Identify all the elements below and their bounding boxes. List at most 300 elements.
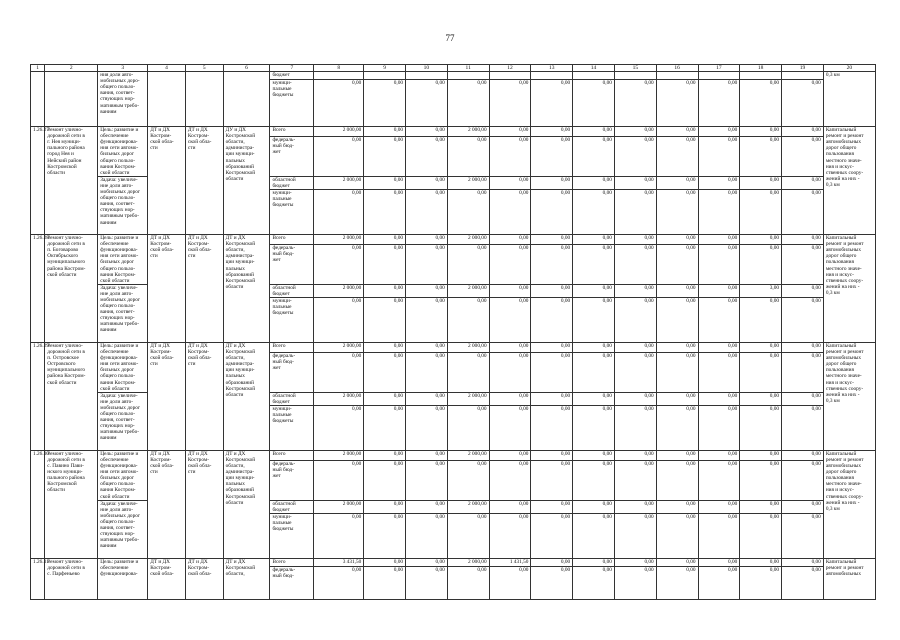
amount-cell: 0,00 <box>698 284 740 297</box>
amount-cell: 0,00 <box>656 460 698 500</box>
amount-cell: 0,00 <box>656 284 698 297</box>
amount-cell: 0,00 <box>406 558 448 566</box>
amount-cell: 0,00 <box>573 450 615 460</box>
funding-source-cell: муници- пальные бюджеты <box>270 297 314 342</box>
result-cell: Капитальный ремонт и ремонт автомобильных дорог общего пользования местного значе- ния и искус- ственных соору- жений на них - 0,3 км <box>823 127 875 235</box>
amount-cell: 0,00 <box>531 136 573 176</box>
name-cell: Ремонт улично- дорожной сети в п. Островское Островского муниципального района Костром- ской области <box>45 342 98 450</box>
result-cell: Капитальный ремонт и ремонт автомобильных <box>823 558 875 599</box>
participant-cell: ДТ и ДХ Костромской области, администра- ции муници- пальных образований Костромской области <box>223 235 270 343</box>
amount-cell: 0,00 <box>656 190 698 235</box>
amount-cell: 0,00 <box>364 342 406 352</box>
amount-cell: 0,00 <box>656 513 698 558</box>
amount-cell: 0,00 <box>573 342 615 352</box>
coexecutor-cell: ДТ и ДХ Костром- ской обла- сти <box>185 235 223 343</box>
amount-cell: 0,00 <box>740 297 782 342</box>
amount-cell: 0,00 <box>698 127 740 137</box>
amount-cell: 0,00 <box>782 190 824 235</box>
amount-cell: 0,00 <box>406 405 448 450</box>
amount-cell: 0,00 <box>489 405 531 450</box>
amount-cell: 0,00 <box>489 500 531 513</box>
amount-cell: 0,00 <box>447 460 489 500</box>
amount-cell: 0,00 <box>656 80 698 127</box>
column-number-cell: 4 <box>148 65 186 72</box>
amount-cell: 0,00 <box>698 244 740 284</box>
amount-cell: 0,00 <box>782 80 824 127</box>
amount-cell: 0,00 <box>740 513 782 558</box>
amount-cell: 0,00 <box>489 284 531 297</box>
amount-cell: 0,00 <box>364 460 406 500</box>
funding-source-cell: муници- пальные бюджеты <box>270 80 314 127</box>
funding-source-cell: Всего <box>270 450 314 460</box>
name-cell: Ремонт улично- дорожной сети в с. Парфеньево <box>45 558 98 599</box>
amount-cell: 0,00 <box>782 405 824 450</box>
column-number-cell: 7 <box>270 65 314 72</box>
amount-cell: 0,00 <box>406 342 448 352</box>
amount-cell <box>447 72 489 80</box>
amount-cell: 0,00 <box>614 392 656 405</box>
code-cell: 1.26.27. <box>31 127 45 235</box>
coexecutor-cell: ДТ и ДХ Костром- ской обла- сти <box>185 450 223 558</box>
code-cell: 1.26.28. <box>31 235 45 343</box>
page-number: 77 <box>445 33 455 43</box>
amount-cell: 0,00 <box>782 284 824 297</box>
amount-cell: 2 000,00 <box>314 176 364 189</box>
funding-source-cell: федераль- ный бюд- <box>270 566 314 599</box>
amount-cell: 0,00 <box>656 450 698 460</box>
amount-cell: 0,00 <box>573 190 615 235</box>
amount-cell: 0,00 <box>573 405 615 450</box>
task-cell: Задача: увеличе- ние доли авто- мобильных дорог общего пользо- вания, соответ- ствующих нор- мативным требо- ваниям <box>98 176 148 234</box>
amount-cell: 0,00 <box>531 127 573 137</box>
responsible-cell: ДТ и ДХ Костром- ской обла- сти <box>148 450 186 558</box>
amount-cell: 0,00 <box>314 513 364 558</box>
amount-cell: 0,00 <box>740 342 782 352</box>
amount-cell: 0,00 <box>447 352 489 392</box>
amount-cell: 0,00 <box>698 297 740 342</box>
column-number-cell: 1 <box>31 65 45 72</box>
amount-cell: 0,00 <box>782 450 824 460</box>
amount-cell: 0,00 <box>406 297 448 342</box>
amount-cell: 0,00 <box>573 500 615 513</box>
amount-cell: 0,00 <box>489 450 531 460</box>
amount-cell: 0,00 <box>740 500 782 513</box>
amount-cell: 0,00 <box>364 136 406 176</box>
amount-cell: 0,00 <box>614 405 656 450</box>
amount-cell: 0,00 <box>656 558 698 566</box>
funding-source-cell: федераль- ный бюд- жет <box>270 460 314 500</box>
amount-cell: 0,00 <box>740 450 782 460</box>
amount-cell: 0,00 <box>656 136 698 176</box>
amount-cell: 0,00 <box>740 558 782 566</box>
amount-cell: 0,00 <box>489 190 531 235</box>
amount-cell: 0,00 <box>406 244 448 284</box>
amount-cell <box>740 72 782 80</box>
amount-cell: 0,00 <box>406 127 448 137</box>
amount-cell: 2 000,00 <box>314 500 364 513</box>
goal-cell: Цель: развитие и обеспечение функционирова- ния сети автомо- бильных дорог общего пользо- вания Костром- ской области <box>98 127 148 177</box>
amount-cell: 0,00 <box>614 244 656 284</box>
amount-cell <box>314 72 364 80</box>
amount-cell: 0,00 <box>531 342 573 352</box>
amount-cell: 2 000,00 <box>314 127 364 137</box>
funding-source-cell: муници- пальные бюджеты <box>270 190 314 235</box>
amount-cell: 0,00 <box>656 405 698 450</box>
amount-cell: 0,00 <box>406 190 448 235</box>
amount-cell: 0,00 <box>531 176 573 189</box>
name-cell <box>45 72 98 127</box>
amount-cell: 0,00 <box>614 513 656 558</box>
amount-cell <box>656 72 698 80</box>
amount-cell: 0,00 <box>782 297 824 342</box>
amount-cell: 0,00 <box>656 244 698 284</box>
amount-cell <box>614 72 656 80</box>
amount-cell: 0,00 <box>573 460 615 500</box>
amount-cell: 0,00 <box>364 500 406 513</box>
amount-cell: 0,00 <box>740 136 782 176</box>
amount-cell: 0,00 <box>406 392 448 405</box>
amount-cell: 0,00 <box>740 405 782 450</box>
amount-cell: 0,00 <box>531 566 573 599</box>
amount-cell: 0,00 <box>406 450 448 460</box>
amount-cell: 0,00 <box>573 392 615 405</box>
result-cell: Капитальный ремонт и ремонт автомобильных дорог общего пользования местного значе- ния и искус- ственных соору- жений на них - 0,3 км <box>823 342 875 450</box>
amount-cell: 0,00 <box>364 127 406 137</box>
funding-source-cell: муници- пальные бюджеты <box>270 405 314 450</box>
column-number-cell: 2 <box>45 65 98 72</box>
amount-cell: 0,00 <box>740 190 782 235</box>
funding-source-cell: федераль- ный бюд- жет <box>270 352 314 392</box>
amount-cell: 0,00 <box>406 352 448 392</box>
amount-cell: 0,00 <box>447 244 489 284</box>
coexecutor-cell: ДТ и ДХ Костром- ской обла- сти <box>185 127 223 235</box>
amount-cell: 0,00 <box>364 176 406 189</box>
funding-source-cell: федераль- ный бюд- жет <box>270 136 314 176</box>
amount-cell: 0,00 <box>740 392 782 405</box>
amount-cell: 0,00 <box>406 235 448 245</box>
amount-cell: 0,00 <box>364 284 406 297</box>
amount-cell: 0,00 <box>698 558 740 566</box>
amount-cell: 0,00 <box>364 405 406 450</box>
column-number-cell: 10 <box>406 65 448 72</box>
amount-cell: 2 000,00 <box>314 342 364 352</box>
amount-cell <box>531 72 573 80</box>
amount-cell: 0,00 <box>314 136 364 176</box>
amount-cell: 0,00 <box>489 297 531 342</box>
amount-cell: 0,00 <box>656 342 698 352</box>
amount-cell: 0,00 <box>364 352 406 392</box>
amount-cell: 2 000,00 <box>447 127 489 137</box>
amount-cell: 0,00 <box>447 566 489 599</box>
column-number-cell: 19 <box>782 65 824 72</box>
amount-cell: 0,00 <box>531 460 573 500</box>
coexecutor-cell <box>185 72 223 127</box>
amount-cell: 0,00 <box>314 80 364 127</box>
table-row <box>31 342 876 352</box>
amount-cell: 0,00 <box>531 513 573 558</box>
amount-cell: 0,00 <box>489 235 531 245</box>
amount-cell: 0,00 <box>531 297 573 342</box>
goal-cell: Цель: развитие и обеспечение функционирова- <box>98 558 148 599</box>
column-number-cell: 18 <box>740 65 782 72</box>
amount-cell: 0,00 <box>698 176 740 189</box>
task-cell: Задача: увеличе- ние доли авто- мобильных дорог общего пользо- вания, соответ- ствующих нор- мативным требо- ваниям <box>98 500 148 558</box>
participant-cell: ДУ и ДХ Костромской области, администра- ции муници- пальных образований Костромской области <box>223 127 270 235</box>
amount-cell: 0,00 <box>489 244 531 284</box>
amount-cell: 0,00 <box>614 297 656 342</box>
amount-cell: 0,00 <box>531 392 573 405</box>
amount-cell: 0,00 <box>489 136 531 176</box>
result-cell: 0,3 км <box>823 72 875 127</box>
amount-cell: 1 431,50 <box>489 558 531 566</box>
amount-cell: 3,00 <box>740 284 782 297</box>
funding-source-cell: Всего <box>270 235 314 245</box>
amount-cell: 0,00 <box>782 136 824 176</box>
amount-cell: 0,00 <box>614 500 656 513</box>
amount-cell: 0,00 <box>782 460 824 500</box>
goal-cell: Цель: развитие и обеспечение функционирова- ния сети автомо- бильных дорог общего пользо- вания Костром- ской области <box>98 342 148 392</box>
amount-cell: 0,00 <box>406 80 448 127</box>
funding-source-cell: муници- пальные бюджеты <box>270 513 314 558</box>
table-row <box>31 450 876 460</box>
funding-source-cell: Всего <box>270 342 314 352</box>
code-cell: 1.26.30. <box>31 450 45 558</box>
amount-cell: 0,00 <box>406 136 448 176</box>
amount-cell: 0,00 <box>782 342 824 352</box>
amount-cell: 0,00 <box>531 235 573 245</box>
amount-cell: 0,00 <box>314 190 364 235</box>
amount-cell: 0,00 <box>782 127 824 137</box>
amount-cell: 0,00 <box>531 500 573 513</box>
amount-cell: 0,00 <box>573 352 615 392</box>
amount-cell: 2 000,00 <box>314 450 364 460</box>
amount-cell: 0,00 <box>573 80 615 127</box>
amount-cell: 0,00 <box>656 392 698 405</box>
amount-cell: 0,00 <box>573 244 615 284</box>
amount-cell: 2 000,00 <box>447 392 489 405</box>
funding-source-cell: областной бюджет <box>270 284 314 297</box>
amount-cell: 0,00 <box>489 392 531 405</box>
table-row <box>31 558 876 566</box>
amount-cell: 2 000,00 <box>447 450 489 460</box>
amount-cell: 0,00 <box>698 405 740 450</box>
code-cell <box>31 72 45 127</box>
amount-cell: 0,00 <box>614 235 656 245</box>
amount-cell: 0,00 <box>573 558 615 566</box>
amount-cell: 0,00 <box>698 566 740 599</box>
amount-cell: 2 000,00 <box>447 342 489 352</box>
amount-cell: 0,00 <box>531 244 573 284</box>
column-number-cell: 12 <box>489 65 531 72</box>
amount-cell: 2 000,00 <box>447 558 489 566</box>
amount-cell: 0,00 <box>782 500 824 513</box>
responsible-cell <box>148 72 186 127</box>
amount-cell: 0,00 <box>489 127 531 137</box>
name-cell: Ремонт улично- дорожной сети в п. Боговарово Октябрьского муниципального района Костром- ской области <box>45 235 98 343</box>
amount-cell: 0,00 <box>406 284 448 297</box>
name-cell: Ремонт улично- дорожной сети в г. Нея муници- пального района город Нея и Нейский район Костромской области <box>45 127 98 235</box>
amount-cell: 0,00 <box>447 513 489 558</box>
amount-cell: 0,00 <box>656 566 698 599</box>
amount-cell: 0,00 <box>573 297 615 342</box>
amount-cell: 0,00 <box>698 136 740 176</box>
column-number-row <box>31 65 876 72</box>
amount-cell: 0,00 <box>314 405 364 450</box>
amount-cell: 0,00 <box>698 80 740 127</box>
amount-cell: 0,00 <box>447 405 489 450</box>
amount-cell: 0,00 <box>364 566 406 599</box>
responsible-cell: ДТ и ДХ Костром- ской обла- сти <box>148 342 186 450</box>
task-cell: ния доли авто- мобильных доро- общего пользо- вания, соответ- ствующих нор- мативным требо- ваниям <box>98 72 148 127</box>
amount-cell: 0,00 <box>364 235 406 245</box>
amount-cell: 0,00 <box>364 190 406 235</box>
funding-source-cell: областной бюджет <box>270 500 314 513</box>
amount-cell: 0,00 <box>614 460 656 500</box>
coexecutor-cell: ДТ и ДХ Костром- ской обла- <box>185 558 223 599</box>
column-number-cell: 15 <box>614 65 656 72</box>
responsible-cell: ДТ и ДХ Костром- ской обла- <box>148 558 186 599</box>
goal-cell: Цель: развитие и обеспечение функционирова- ния сети автомо- бильных дорог общего пользо- вания Костром- ской области <box>98 235 148 285</box>
participant-cell: ДТ и ДХ Костромской области, <box>223 558 270 599</box>
amount-cell: 0,00 <box>740 176 782 189</box>
amount-cell: 0,00 <box>489 352 531 392</box>
task-cell: Задача: увеличе- ние доли авто- мобильных дорог общего пользо- вания, соответ- ствующих нор- мативным требо- ваниям <box>98 392 148 450</box>
amount-cell: 0,00 <box>614 176 656 189</box>
amount-cell: 0,00 <box>314 244 364 284</box>
amount-cell: 0,00 <box>656 500 698 513</box>
amount-cell: 0,00 <box>573 127 615 137</box>
amount-cell: 2 000,00 <box>314 392 364 405</box>
amount-cell: 0,00 <box>489 513 531 558</box>
goal-cell: Цель: развитие и обеспечение функционирова- ния сети автомо- бильных дорог общего пользо- вания Костром- ской области <box>98 450 148 500</box>
program-table <box>30 64 876 600</box>
amount-cell: 0,00 <box>782 513 824 558</box>
amount-cell: 0,00 <box>314 566 364 599</box>
column-number-cell: 13 <box>531 65 573 72</box>
amount-cell: 0,00 <box>531 80 573 127</box>
table-row <box>31 235 876 245</box>
amount-cell: 0,00 <box>782 176 824 189</box>
amount-cell: 0,00 <box>698 392 740 405</box>
amount-cell: 0,00 <box>447 80 489 127</box>
amount-cell: 0,00 <box>782 352 824 392</box>
amount-cell: 0,00 <box>740 80 782 127</box>
amount-cell: 3 431,50 <box>314 558 364 566</box>
amount-cell: 0,00 <box>740 352 782 392</box>
amount-cell: 0,00 <box>656 235 698 245</box>
amount-cell: 0,00 <box>406 566 448 599</box>
amount-cell: 0,00 <box>406 500 448 513</box>
amount-cell: 0,00 <box>656 352 698 392</box>
amount-cell: 2 000,00 <box>447 235 489 245</box>
amount-cell: 0,00 <box>573 136 615 176</box>
amount-cell: 0,00 <box>614 352 656 392</box>
column-number-cell: 14 <box>573 65 615 72</box>
amount-cell: 0,00 <box>447 297 489 342</box>
amount-cell: 0,00 <box>573 176 615 189</box>
amount-cell: 0,00 <box>364 558 406 566</box>
amount-cell <box>782 72 824 80</box>
column-number-cell: 3 <box>98 65 148 72</box>
column-number-cell: 6 <box>223 65 270 72</box>
amount-cell: 0,00 <box>782 558 824 566</box>
amount-cell: 0,00 <box>740 235 782 245</box>
amount-cell: 0,00 <box>740 244 782 284</box>
table-row <box>31 72 876 80</box>
funding-source-cell: федераль- ный бюд- жет <box>270 244 314 284</box>
table-row <box>31 127 876 137</box>
amount-cell: 0,00 <box>573 566 615 599</box>
amount-cell: 0,00 <box>614 127 656 137</box>
amount-cell: 0,00 <box>698 342 740 352</box>
amount-cell: 0,00 <box>656 297 698 342</box>
amount-cell: 0,00 <box>406 176 448 189</box>
amount-cell: 0,00 <box>364 297 406 342</box>
amount-cell: 0,00 <box>364 80 406 127</box>
column-number-cell: 11 <box>447 65 489 72</box>
amount-cell: 0,00 <box>489 80 531 127</box>
amount-cell: 0,00 <box>782 392 824 405</box>
amount-cell: 0,00 <box>698 500 740 513</box>
amount-cell: 0,00 <box>314 352 364 392</box>
column-number-cell: 16 <box>656 65 698 72</box>
code-cell: 1.26.31. <box>31 558 45 599</box>
amount-cell: 0,00 <box>740 460 782 500</box>
amount-cell: 0,00 <box>489 342 531 352</box>
name-cell: Ремонт улично- дорожной сети в с. Павино Пави- нского муници- пального района Костромской области <box>45 450 98 558</box>
amount-cell: 0,00 <box>698 460 740 500</box>
amount-cell: 0,00 <box>740 566 782 599</box>
amount-cell: 0,00 <box>656 176 698 189</box>
amount-cell <box>406 72 448 80</box>
participant-cell: ДТ и ДХ Костромской области, администра- ции муници- пальных образований Костромской области <box>223 342 270 450</box>
amount-cell: 0,00 <box>364 392 406 405</box>
amount-cell: 0,00 <box>614 342 656 352</box>
amount-cell: 0,00 <box>573 235 615 245</box>
amount-cell: 0,00 <box>614 284 656 297</box>
amount-cell: 0,00 <box>782 235 824 245</box>
table-frame <box>30 64 876 640</box>
participant-cell: ДТ и ДХ Костромской области, администра- ции муници- пальных образований Костромской области <box>223 450 270 558</box>
amount-cell: 0,00 <box>782 244 824 284</box>
amount-cell: 0,00 <box>573 513 615 558</box>
amount-cell <box>573 72 615 80</box>
amount-cell: 0,00 <box>531 190 573 235</box>
amount-cell: 0,00 <box>614 190 656 235</box>
amount-cell: 0,00 <box>447 190 489 235</box>
amount-cell: 0,00 <box>531 352 573 392</box>
funding-source-cell: Всего <box>270 127 314 137</box>
amount-cell: 0,00 <box>531 450 573 460</box>
amount-cell: 2 000,00 <box>314 235 364 245</box>
task-cell: Задача: увеличе- ние доли авто- мобильных дорог общего пользо- вания, соответ- ствующих нор- мативным требо- ваниям <box>98 284 148 342</box>
amount-cell: 0,00 <box>314 297 364 342</box>
amount-cell: 0,00 <box>447 136 489 176</box>
amount-cell: 2 000,00 <box>314 284 364 297</box>
amount-cell: 0,00 <box>489 460 531 500</box>
column-number-cell: 8 <box>314 65 364 72</box>
amount-cell: 0,00 <box>614 558 656 566</box>
funding-source-cell: областной бюджет <box>270 392 314 405</box>
amount-cell: 0,00 <box>531 558 573 566</box>
column-number-cell: 20 <box>823 65 875 72</box>
result-cell: Капитальный ремонт и ремонт автомобильных дорог общего пользования местного значе- ния и искус- ственных соору- жений на них - 0,3 км <box>823 450 875 558</box>
amount-cell: 2 000,00 <box>447 284 489 297</box>
amount-cell: 0,00 <box>698 190 740 235</box>
amount-cell <box>364 72 406 80</box>
amount-cell <box>698 72 740 80</box>
amount-cell: 0,00 <box>698 235 740 245</box>
